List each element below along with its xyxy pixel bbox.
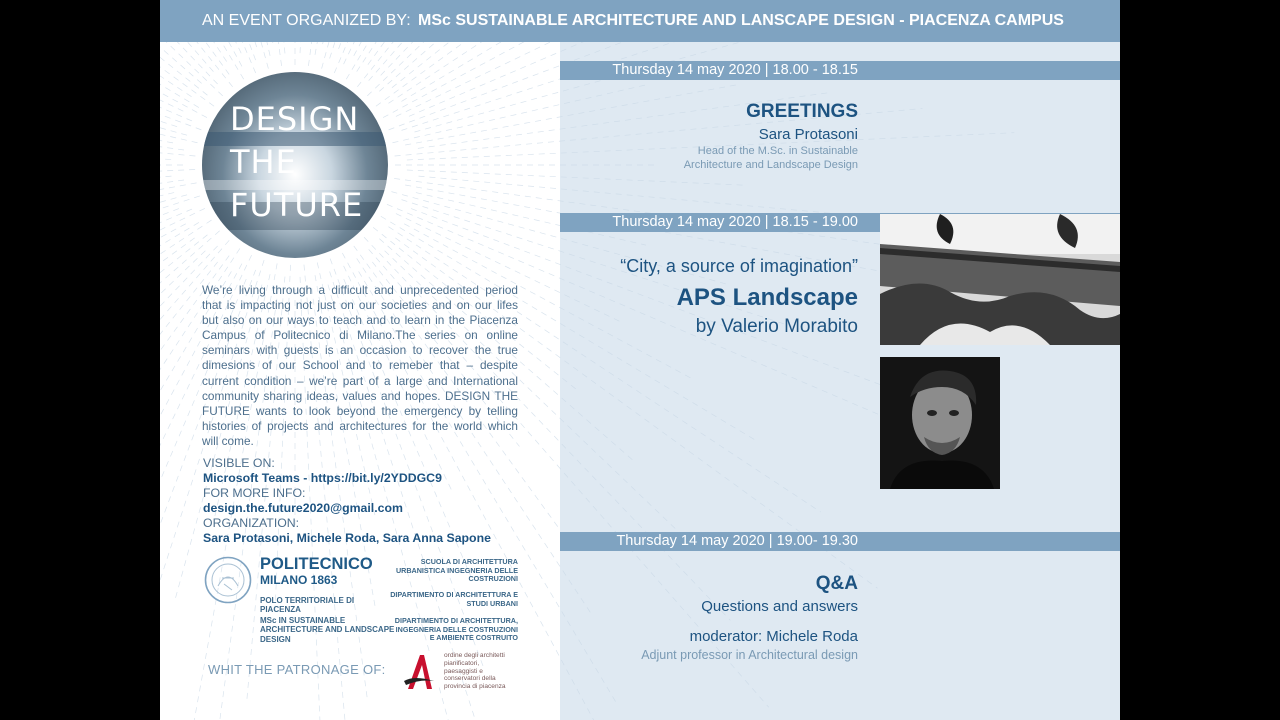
role-line: Head of the M.Sc. in Sustainable [697, 145, 858, 157]
intro-paragraph: We’re living through a difficult and unprecedented period that is impacting not just on our societies and on our lifes but also on our ways to teach and to learn in the Piacenza Campus of Politecnico di Milano.The series on online seminars with guests is an occasion to recover the true dimesions of our School and to remeber that – despite current condition – we’re part of a large and International community sharing ideas, values and hopes. DESIGN THE FUTURE wants to look beyond the emergency by telling histories of projects and architectures for the world which will come. [202, 283, 518, 448]
contact-email[interactable]: design.the.future2020@gmail.com [203, 501, 403, 515]
dept-line: DIPARTIMENTO DI ARCHITETTURA E [390, 590, 518, 599]
logo-title [230, 98, 363, 227]
design-the-future-logo [202, 72, 388, 258]
department-dastu [338, 591, 518, 608]
msc-line: ARCHITECTURE AND LANDSCAPE [260, 625, 395, 635]
landscape-photo [880, 214, 1120, 345]
ordine-line: conservatori della [444, 675, 496, 683]
ordine-line: paesaggisti e [444, 667, 483, 675]
session-1-date-bar [560, 61, 1120, 80]
politecnico-city: MILANO 1863 [260, 573, 338, 587]
teams-link[interactable]: Microsoft Teams - https://bit.ly/2YDDGC9 [203, 471, 442, 485]
session-3-title: Q&A [815, 573, 858, 594]
session-2-speaker: by Valerio Morabito [695, 316, 858, 337]
organization-label: ORGANIZATION: [203, 516, 300, 530]
session-2-date: Thursday 14 may 2020 | 18.15 - 19.00 [612, 214, 858, 230]
session-1-role [684, 144, 858, 172]
session-3-role: Adjunt professor in Architectural design [641, 648, 858, 662]
ordine-line: pianificatori, [444, 659, 480, 667]
politecnico-seal-icon [204, 556, 252, 604]
role-line: Architecture and Landscape Design [683, 159, 858, 171]
speaker-portrait-photo [880, 357, 1000, 489]
session-2-title: APS Landscape [676, 284, 858, 311]
department-abc [338, 617, 518, 643]
ordine-architetti-text [444, 652, 506, 691]
logo-title-line: FUTURE [230, 186, 364, 224]
visible-on-label: VISIBLE ON: [203, 456, 275, 470]
patronage-label: WHIT THE PATRONAGE OF: [208, 662, 386, 677]
dept-line: E AMBIENTE COSTRUITO [429, 633, 518, 643]
msc-line: DESIGN [260, 634, 291, 644]
ray-line [160, 85, 198, 143]
dept-line: INGEGNERIA DELLE COSTRUZIONI [395, 624, 518, 634]
msc-line: MSc IN SUSTAINABLE [260, 616, 346, 625]
dept-line: DIPARTIMENTO DI ARCHITETTURA, [394, 616, 518, 625]
event-info [203, 456, 491, 546]
ray-line [160, 183, 197, 245]
event-poster [160, 0, 1120, 720]
dept-line: COSTRUZIONI [468, 574, 518, 584]
ray-line [405, 85, 738, 145]
session-1-date: Thursday 14 may 2020 | 18.00 - 18.15 [612, 62, 858, 78]
logo-title-line: THE [230, 143, 297, 181]
session-3-date-bar [560, 532, 1120, 551]
session-3-date: Thursday 14 may 2020 | 19.00- 19.30 [616, 533, 858, 549]
poli-sub-line: PIACENZA [260, 605, 301, 615]
poli-sub-line: POLO TERRITORIALE DI [260, 596, 355, 605]
ray-line [160, 251, 205, 601]
header-label: AN EVENT ORGANIZED BY: [202, 12, 411, 29]
ray-line [160, 169, 195, 197]
ordine-line: ordine degli architetti [444, 652, 505, 659]
ray-line [407, 170, 745, 185]
session-3-subtitle: Questions and answers [701, 598, 858, 615]
ray-line [160, 224, 186, 506]
session-1-speaker: Sara Protasoni [758, 126, 858, 143]
dept-line: STUDI URBANI [466, 598, 518, 608]
dept-line: SCUOLA DI ARCHITETTURA [420, 557, 518, 566]
session-3-moderator: moderator: Michele Roda [689, 628, 858, 645]
politecnico-name: POLITECNICO [260, 555, 373, 573]
ray-line [160, 238, 195, 430]
ordine-line: provincia di piacenza [444, 683, 506, 691]
ray-line [160, 80, 184, 150]
more-info-label: FOR MORE INFO: [203, 486, 306, 500]
logo-title-line: DESIGN [230, 100, 360, 138]
dept-line: URBANISTICA INGEGNERIA DELLE [395, 565, 518, 575]
session-1-title: GREETINGS [746, 101, 858, 122]
header-organizer: MSc SUSTAINABLE ARCHITECTURE AND LANSCAPE DESIGN - PIACENZA CAMPUS [418, 12, 1064, 29]
header-bar [160, 0, 1120, 42]
session-2-quote: “City, a source of imagination” [620, 256, 858, 276]
organizers-names: Sara Protasoni, Michele Roda, Sara Anna Sapone [203, 531, 491, 545]
ray-line [419, 176, 833, 213]
ray-line [160, 193, 174, 246]
ray-line [160, 209, 179, 355]
ordine-architetti-logo-icon [400, 651, 438, 693]
school-name [338, 558, 518, 584]
